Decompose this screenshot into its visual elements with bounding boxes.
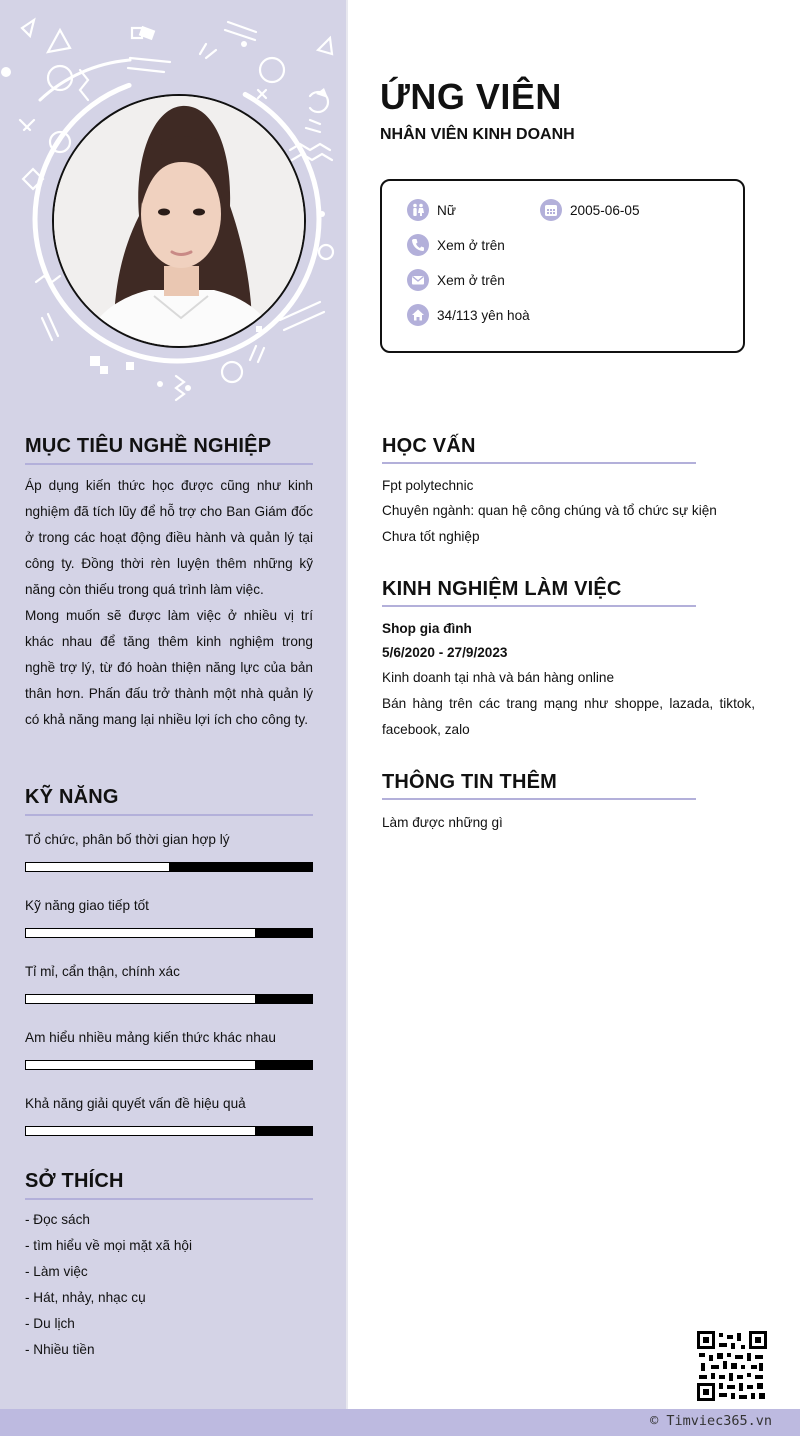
phone-row xyxy=(407,234,505,256)
experience-heading: KINH NGHIỆM LÀM VIỆC xyxy=(382,578,622,600)
footer-bar xyxy=(0,1409,800,1436)
footer-copyright: © Timviec365.vn xyxy=(650,1413,772,1429)
objective-paragraph: Áp dụng kiến thức học được cũng như kinh nghiệm đã tích lũy để hỗ trợ cho Ban Giám đốc ở trong các hoạt động điều hành và quản lý tại công ty. Đồng thời rèn luyện thêm những kỹ năng còn thiếu trong quá trình làm việc. xyxy=(25,478,313,597)
profile-photo xyxy=(52,94,306,348)
objective-heading: MỤC TIÊU NGHỀ NGHIỆP xyxy=(25,435,272,457)
additional-underline xyxy=(382,798,696,800)
hobby-item: - Du lịch xyxy=(25,1316,75,1331)
experience-underline xyxy=(382,605,696,607)
gender-value: Nữ xyxy=(437,202,456,218)
address-row xyxy=(407,304,530,326)
phone-icon xyxy=(407,234,429,256)
skill-level xyxy=(26,1061,255,1069)
phone-value: Xem ở trên xyxy=(437,237,505,253)
birthdate-value: 2005-06-05 xyxy=(570,202,640,218)
hobbies-list xyxy=(25,1207,192,1363)
skill-bar xyxy=(25,928,313,938)
skill-label: Am hiểu nhiều mảng kiến thức khác nhau xyxy=(25,1030,276,1045)
education-underline xyxy=(382,462,696,464)
skill-bar xyxy=(25,994,313,1004)
hobbies-heading: SỞ THÍCH xyxy=(25,1170,124,1192)
address-value: 34/113 yên hoà xyxy=(437,307,530,323)
job-title: NHÂN VIÊN KINH DOANH xyxy=(380,126,575,143)
experience-description: Bán hàng trên các trang mạng như shoppe, lazada, tiktok, facebook, zalo xyxy=(382,696,755,737)
skill-bar xyxy=(25,1126,313,1136)
calendar-icon xyxy=(540,199,562,221)
hobby-item: - Đọc sách xyxy=(25,1212,90,1227)
sidebar-divider xyxy=(346,0,348,1409)
skills-underline xyxy=(25,814,313,816)
objective-text xyxy=(25,473,313,733)
skill-level xyxy=(26,863,169,871)
objective-paragraph: Mong muốn sẽ được làm việc ở nhiều vị trí khác nhau để tăng thêm kinh nghiệm trong nghề trợ lý, từ đó hoàn thiện năng lực của bản thân hơn. Phấn đấu trở thành một nhà quản lý có khả năng mang lại nhiều lợi ích cho công ty. xyxy=(25,608,313,727)
home-icon xyxy=(407,304,429,326)
gender-icon xyxy=(407,199,429,221)
email-value: Xem ở trên xyxy=(437,272,505,288)
skill-level xyxy=(26,1127,255,1135)
additional-text: Làm được những gì xyxy=(382,815,503,830)
skill-level xyxy=(26,995,255,1003)
skill-bar xyxy=(25,1060,313,1070)
education-heading: HỌC VẤN xyxy=(382,435,476,457)
gender-row xyxy=(407,199,456,221)
objective-underline xyxy=(25,463,313,465)
skill-label: Khả năng giải quyết vấn đề hiệu quả xyxy=(25,1096,246,1111)
email-icon xyxy=(407,269,429,291)
education-major: Chuyên ngành: quan hệ công chúng và tổ chức sự kiện xyxy=(382,503,717,518)
birthdate-row xyxy=(540,199,640,221)
skill-label: Tỉ mỉ, cẩn thận, chính xác xyxy=(25,964,180,979)
hobby-item: - Hát, nhảy, nhạc cụ xyxy=(25,1290,146,1305)
contact-box xyxy=(380,179,745,353)
experience-period: 5/6/2020 - 27/9/2023 xyxy=(382,645,508,660)
education-school: Fpt polytechnic xyxy=(382,478,474,493)
education-status: Chưa tốt nghiệp xyxy=(382,529,480,544)
email-row xyxy=(407,269,505,291)
skill-label: Kỹ năng giao tiếp tốt xyxy=(25,898,149,913)
skills-heading: KỸ NĂNG xyxy=(25,786,119,808)
qr-code-icon xyxy=(697,1331,767,1401)
candidate-name: ỨNG VIÊN xyxy=(380,76,562,117)
experience-company: Shop gia đình xyxy=(382,621,472,636)
skill-bar xyxy=(25,862,313,872)
experience-role: Kinh doanh tại nhà và bán hàng online xyxy=(382,670,615,685)
hobbies-underline xyxy=(25,1198,313,1200)
additional-heading: THÔNG TIN THÊM xyxy=(382,771,558,793)
hobby-item: - Làm việc xyxy=(25,1264,88,1279)
skill-level xyxy=(26,929,255,937)
hobby-item: - tìm hiểu về mọi mặt xã hội xyxy=(25,1238,192,1253)
skill-label: Tổ chức, phân bố thời gian hợp lý xyxy=(25,832,230,847)
hobby-item: - Nhiều tiền xyxy=(25,1342,95,1357)
